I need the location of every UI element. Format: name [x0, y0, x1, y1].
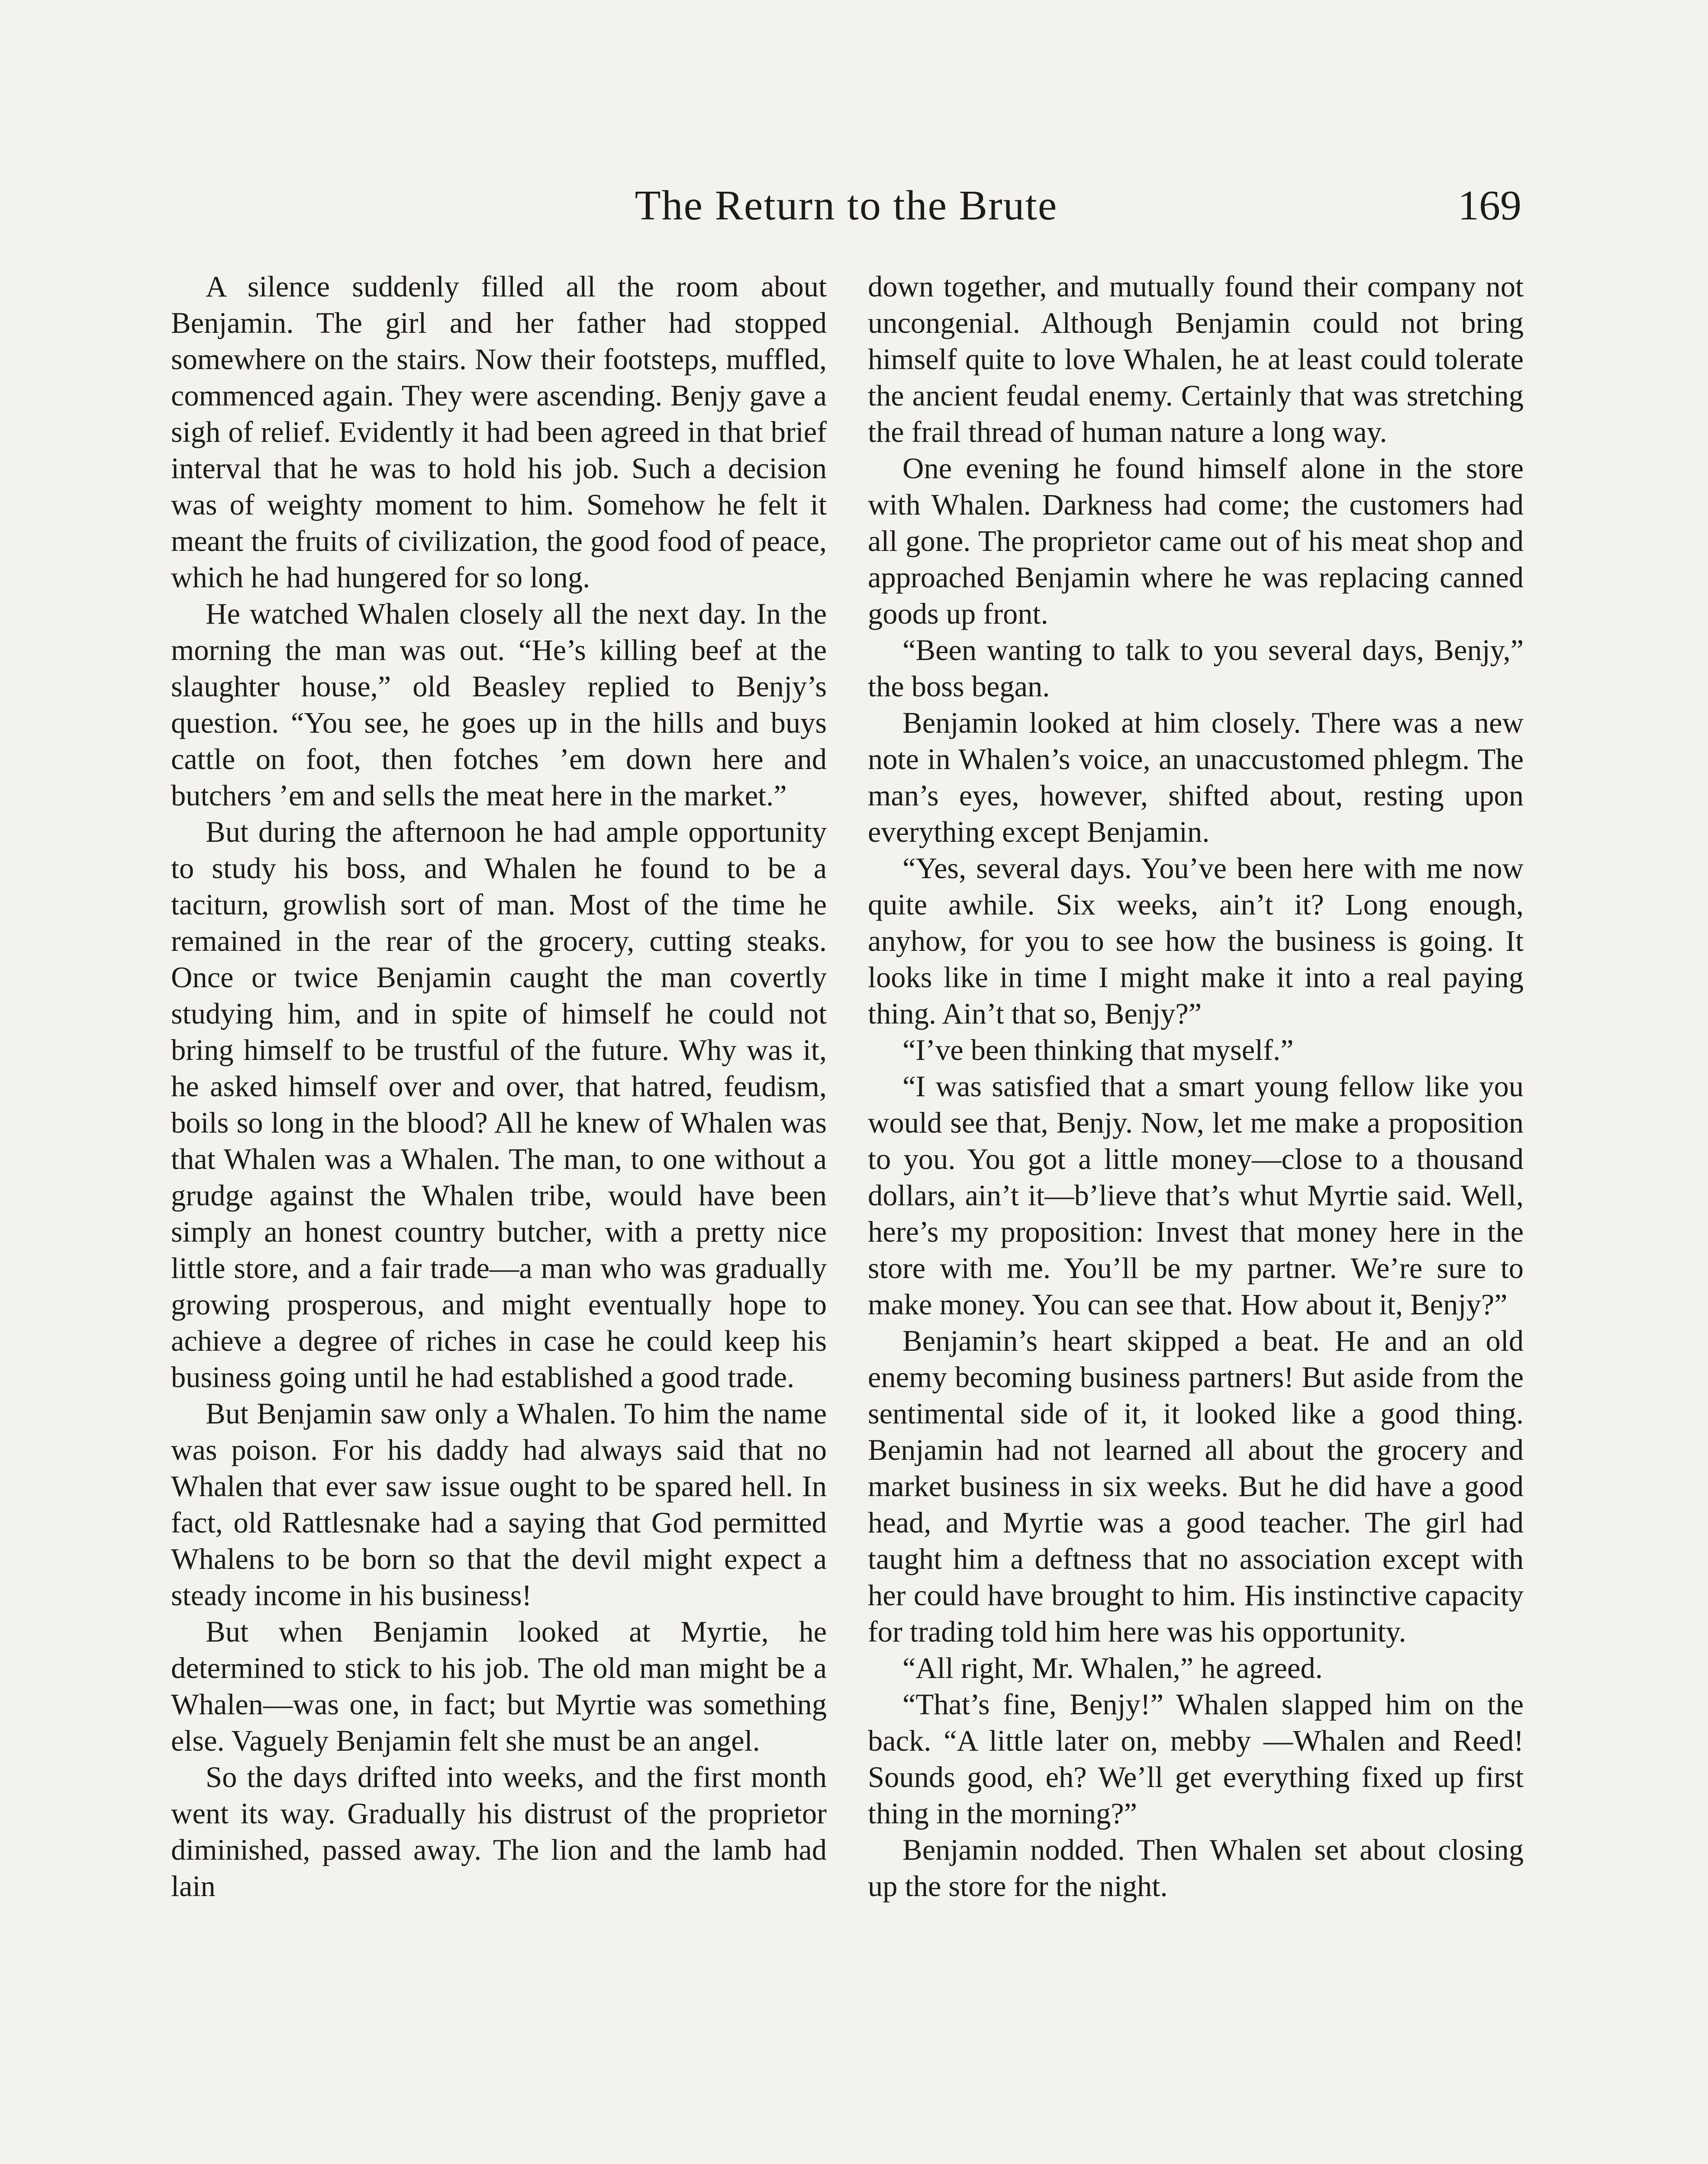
left-column [171, 268, 827, 2164]
page-header [171, 173, 1521, 238]
paragraph: Benjamin looked at him closely. There was a new note in Whalen’s voice, an unaccustomed phlegm. The man’s eyes, however, shifted about, resting upon everything except Benjamin. [868, 706, 1524, 848]
paragraph: One evening he found himself alone in the store with Whalen. Darkness had come; the customers had all gone. The proprietor came out of his meat shop and approached Benjamin where he was replacing canned goods up front. [868, 452, 1524, 630]
running-title: The Return to the Brute [635, 182, 1058, 229]
paragraph: A silence suddenly filled all the room about Benjamin. The girl and her father had stopped somewhere on the stairs. Now their footsteps, muffled, commenced again. They were ascending. Benjy gave a sigh of relief. Evidently it had been agreed in that brief interval that he was to hold his job. Such a decision was of weighty moment to him. Somehow he felt it meant the fruits of civilization, the good food of peace, which he had hungered for so long. [171, 270, 827, 594]
paragraph: But during the afternoon he had ample opportunity to study his boss, and Whalen he found to be a taciturn, growlish sort of man. Most of the time he remained in the rear of the grocery, cutting steaks. Once or twice Benjamin caught the man covertly studying him, and in spite of himself he could not bring himself to be trustful of the future. Why was it, he asked himself over and over, that hatred, feudism, boils so long in the blood? All he knew of Whalen was that Whalen was a Whalen. The man, to one without a grudge against the Whalen tribe, would have been simply an honest country butcher, with a pretty nice little store, and a fair trade—a man who was gradually growing prosperous, and might eventually hope to achieve a degree of riches in case he could keep his business going until he had established a good trade. [171, 815, 827, 1394]
paragraph: “Yes, several days. You’ve been here with me now quite awhile. Six weeks, ain’t it? Long enough, anyhow, for you to see how the business is going. It looks like in time I might make it into a real paying thing. Ain’t that so, Benjy?” [868, 852, 1524, 1030]
paragraph: “All right, Mr. Whalen,” he agreed. [902, 1652, 1323, 1684]
paragraph: But when Benjamin looked at Myrtie, he determined to stick to his job. The old man might be a Whalen—was one, in fact; but Myrtie was something else. Vaguely Benjamin felt she must be an angel. [171, 1615, 827, 1757]
right-column [868, 268, 1524, 2164]
paragraph-continued: down together, and mutually found their company not uncongenial. Although Benjamin could not bring himself quite to love Whalen, he at least could tolerate the ancient feudal enemy. Certainly that was stretching the frail thread of human nature a long way. [868, 270, 1524, 448]
page-number: 169 [1458, 182, 1521, 229]
paragraph: Benjamin’s heart skipped a beat. He and an old enemy becoming business partners! But aside from the sentimental side of it, it looked like a good thing. Benjamin had not learned all about the grocery and market business in six weeks. But he did have a good head, and Myrtie was a good teacher. The girl had taught him a deftness that no association except with her could have brought to him. His instinctive capacity for trading told him here was his opportunity. [868, 1324, 1524, 1648]
paragraph: But Benjamin saw only a Whalen. To him the name was poison. For his daddy had always said that no Whalen that ever saw issue ought to be spared hell. In fact, old Rattlesnake had a saying that God permitted Whalens to be born so that the devil might expect a steady income in his business! [171, 1397, 827, 1612]
paragraph: “I’ve been thinking that myself.” [902, 1034, 1294, 1066]
paragraph: “That’s fine, Benjy!” Whalen slapped him on the back. “A little later on, mebby —Whalen and Reed! Sounds good, eh? We’ll get everything fixed up first thing in the morning?” [868, 1688, 1524, 1830]
paragraph: So the days drifted into weeks, and the first month went its way. Gradually his distrust of the proprietor diminished, passed away. The lion and the lamb had lain [171, 1761, 827, 1903]
paragraph: “I was satisfied that a smart young fellow like you would see that, Benjy. Now, let me make a proposition to you. You got a little money—close to a thousand dollars, ain’t it—b’lieve that’s whut Myrtie said. Well, here’s my proposition: Invest that money here in the store with me. You’ll be my partner. We’re sure to make money. You can see that. How about it, Benjy?” [868, 1070, 1524, 1321]
paragraph: “Been wanting to talk to you several days, Benjy,” the boss began. [868, 634, 1524, 703]
paragraph: Benjamin nodded. Then Whalen set about closing up the store for the night. [868, 1833, 1524, 1903]
paragraph: He watched Whalen closely all the next day. In the morning the man was out. “He’s killing beef at the slaughter house,” old Beasley replied to Benjy’s question. “You see, he goes up in the hills and buys cattle on foot, then fotches ’em down here and butchers ’em and sells the meat here in the market.” [171, 597, 827, 812]
